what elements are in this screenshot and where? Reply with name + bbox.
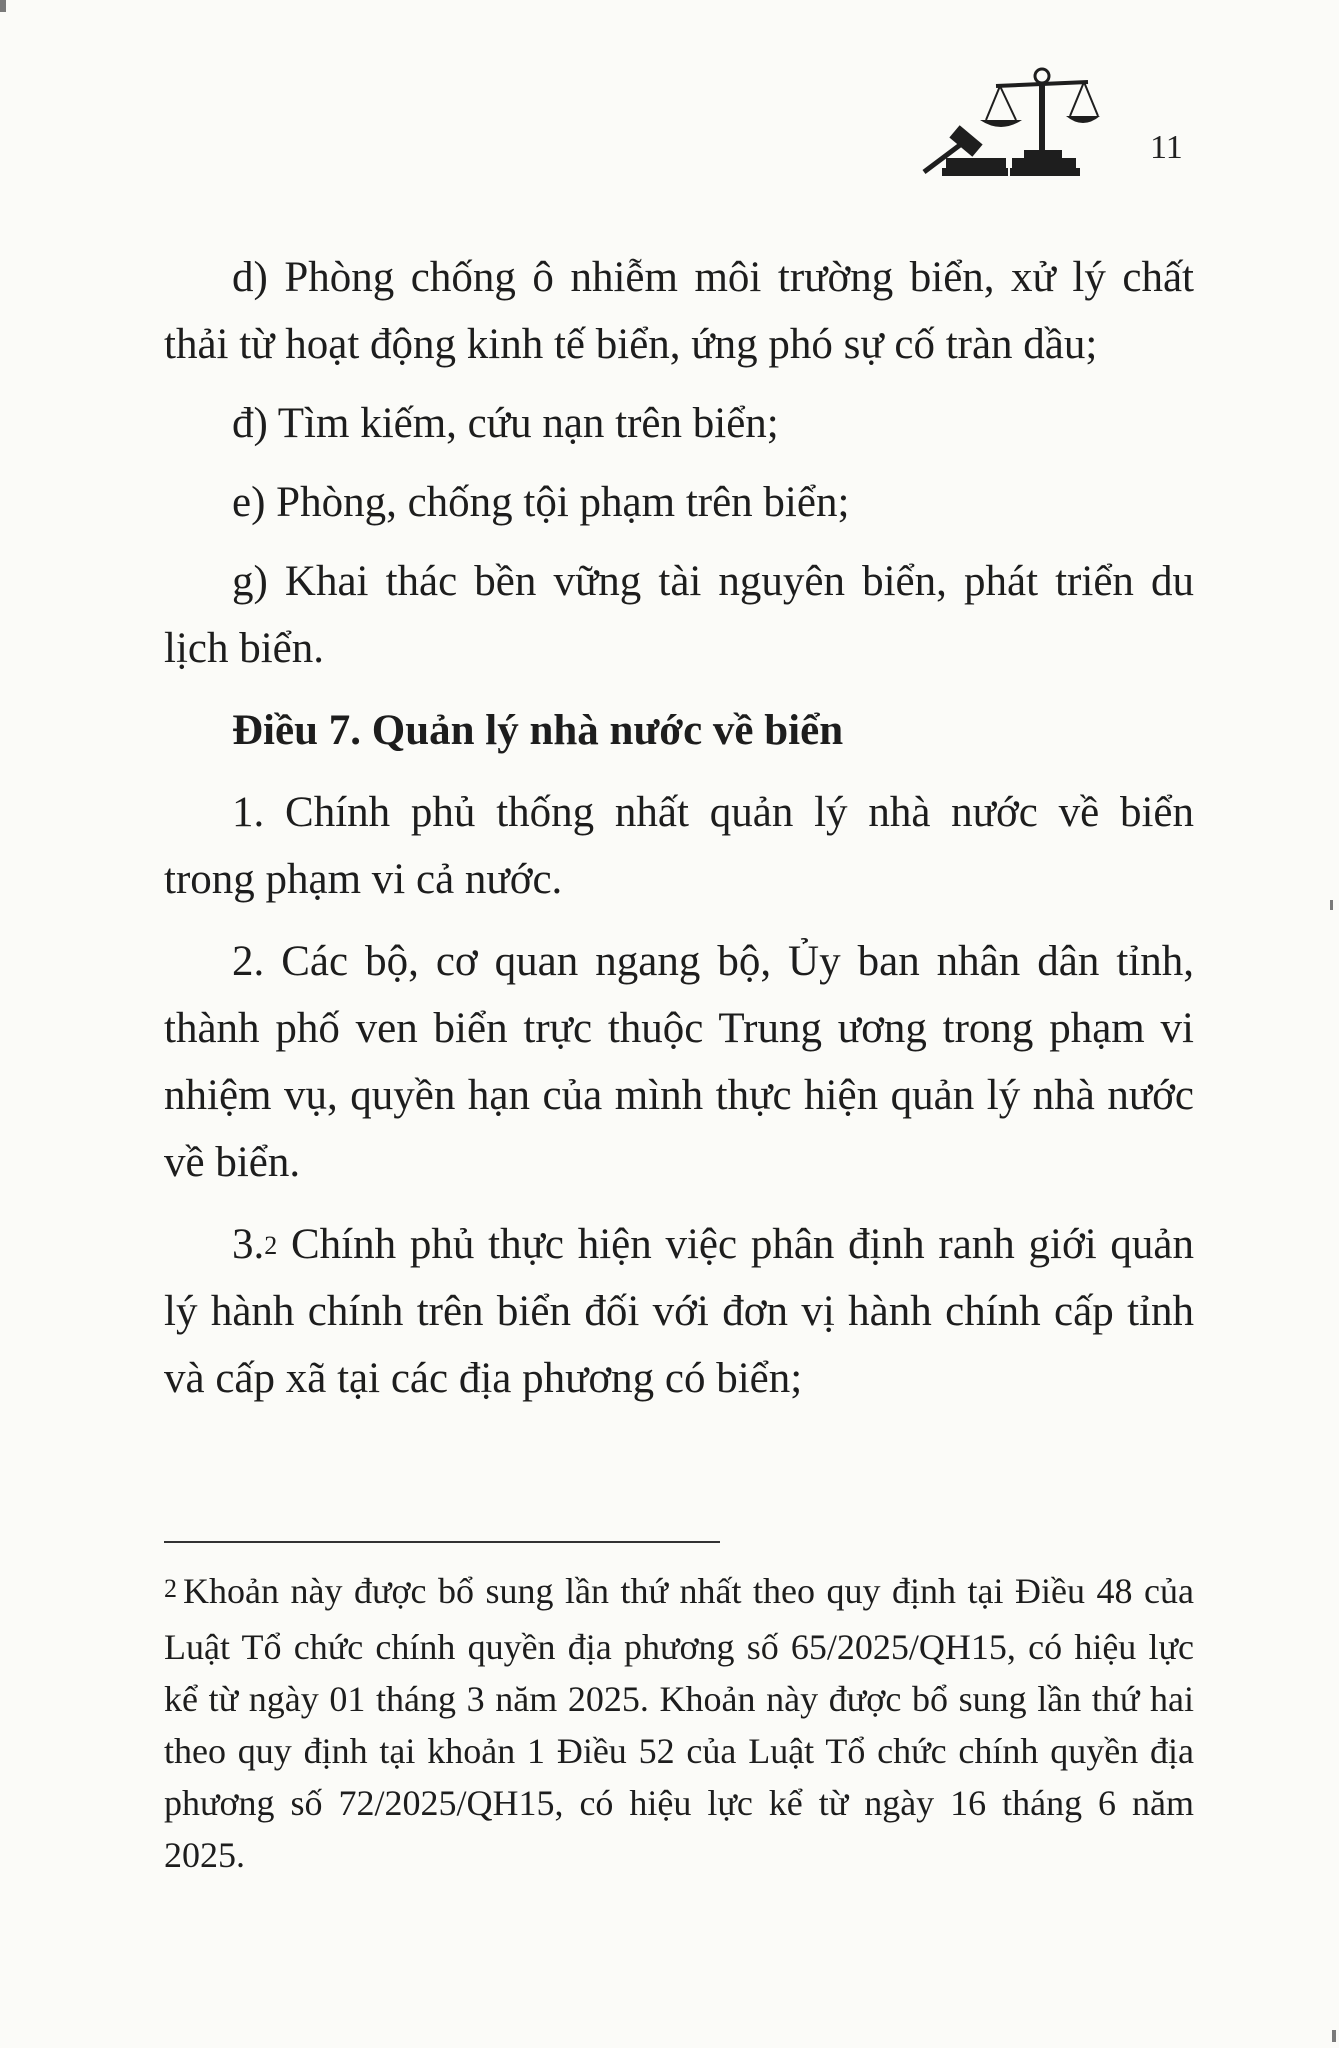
- scan-edge-mark: [0, 0, 6, 12]
- clause-1: 1. Chính phủ thống nhất quản lý nhà nước về biển trong phạm vi cả nước.: [164, 789, 1194, 903]
- item-d: d) Phòng chống ô nhiễm môi trường biển, xử lý chất thải từ hoạt động kinh tế biển, ứng phó sự cố tràn dầu;: [164, 254, 1194, 368]
- scan-edge-mark: [1330, 900, 1333, 910]
- footnote: [164, 1565, 1194, 1881]
- item-e: e) Phòng, chống tội phạm trên biển;: [232, 479, 850, 526]
- main-text: [164, 244, 1194, 1412]
- clause-2: 2. Các bộ, cơ quan ngang bộ, Ủy ban nhân dân tỉnh, thành phố ven biển trực thuộc Trung ương trong phạm vi nhiệm vụ, quyền hạn của mình thực hiện quản lý nhà nước về biển.: [164, 938, 1194, 1186]
- item-g: g) Khai thác bền vững tài nguyên biển, phát triển du lịch biển.: [164, 558, 1194, 672]
- scales-of-justice-gavel-books-icon: [920, 62, 1100, 180]
- footnote-reference: 2: [264, 1231, 278, 1260]
- scan-edge-mark: [1332, 2030, 1336, 2042]
- footnote-marker: 2: [164, 1574, 177, 1603]
- clause-3-number: 3.: [232, 1221, 265, 1268]
- clause-3-text: Chính phủ thực hiện việc phân định ranh giới quản lý hành chính trên biển đối với đơn vị hành chính cấp tỉnh và cấp xã tại các địa phương có biển;: [164, 1221, 1194, 1402]
- article-heading: Điều 7. Quản lý nhà nước về biển: [232, 707, 844, 754]
- page-number: 11: [1150, 129, 1183, 166]
- footnote-separator: [164, 1541, 720, 1543]
- clause-3: [164, 1211, 1194, 1412]
- footnote-text: Khoản này được bổ sung lần thứ nhất theo quy định tại Điều 48 của Luật Tổ chức chính quyền địa phương số 65/2025/QH15, có hiệu lực kể từ ngày 01 tháng 3 năm 2025. Khoản này được bổ sung lần thứ hai theo quy định tại khoản 1 Điều 52 của Luật Tổ chức chính quyền địa phương số 72/2025/QH15, có hiệu lực kể từ ngày 16 tháng 6 năm 2025.: [164, 1571, 1194, 1875]
- item-dd: đ) Tìm kiếm, cứu nạn trên biển;: [232, 400, 779, 447]
